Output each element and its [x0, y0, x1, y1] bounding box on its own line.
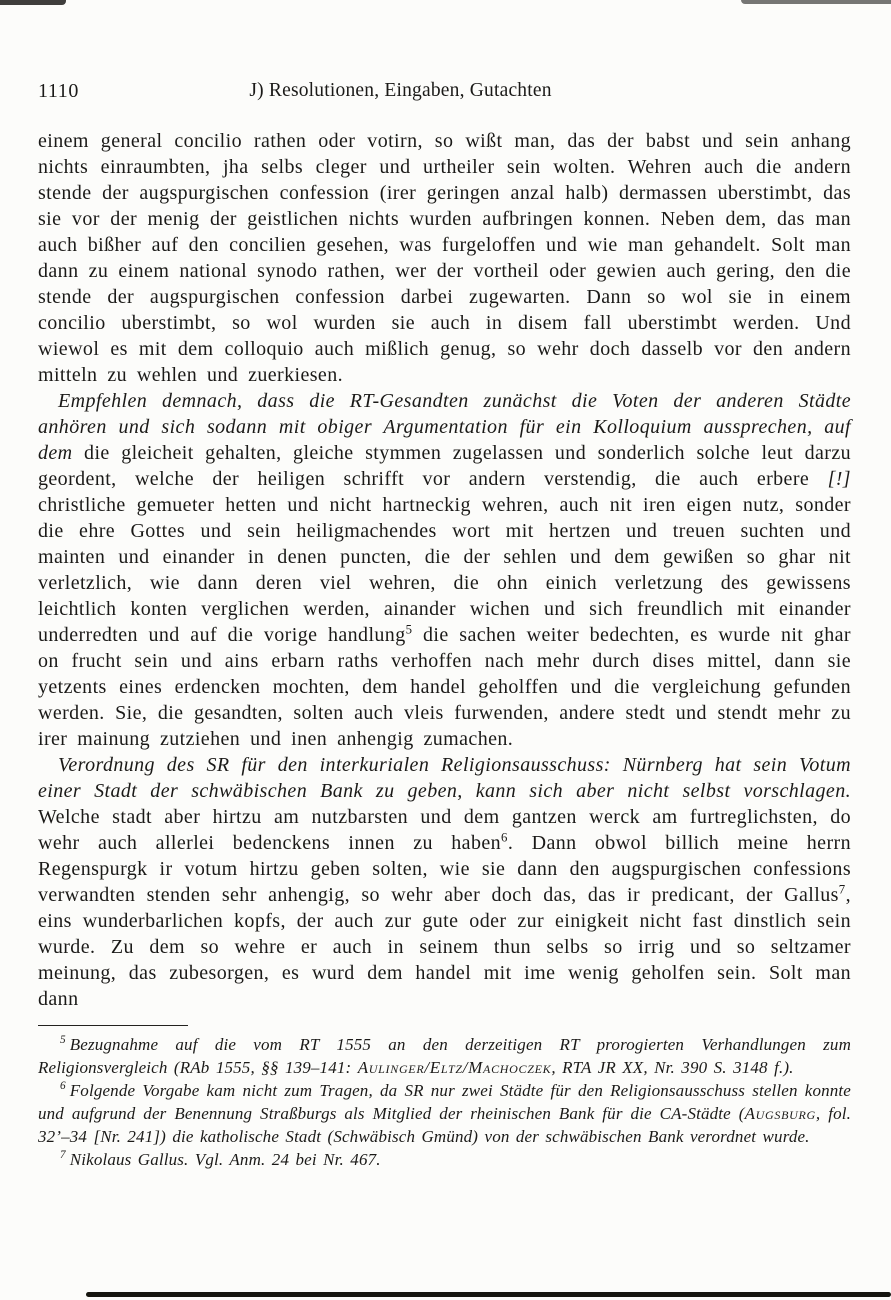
paragraph [38, 128, 851, 388]
footnotes [38, 1033, 851, 1171]
text-run: Empfehlen demnach, dass die RT-Gesandten zunächst die Voten der anderen Städte anhören und sich sodann mit obiger Argumentation für ein Kolloquium aussprechen, auf dem [38, 390, 851, 464]
text-run: . Dann obwol billich meine herrn Regenspurgk ir votum hirtzu geben solten, wie sie dann den augspurgischen confessions verwandten stenden sehr anhengig, so wehr aber doch das, das ir predicant, der Gallus [38, 832, 851, 906]
footnote-separator [38, 1025, 188, 1026]
footnote-marker: 7 [60, 1149, 66, 1162]
text-run: christliche gemueter hetten und nicht hartneckig wehren, auch nit iren eigen nutz, sonder die ehre Gottes und sein heiligmachendes wort mit hertzen und treuen suchten und mainten und einander in denen puncten, die der sehlen und dem gewißen so ghar nit verletzlich, wie dann deren viel wehren, die ohn einich verletzung des gewissens leichtlich konten verglichen werden, ainander wichen und sich freundlich mit einander underredten und auf die vorige handlung [38, 494, 851, 646]
text-run: Verordnung des SR für den interkurialen Religionsausschuss: Nürnberg hat sein Votum einer Stadt der schwäbischen Bank zu geben, kann sich aber nicht selbst vorschlagen. [38, 754, 851, 802]
footnote-ref: 5 [405, 622, 413, 637]
text-run: Welche stadt aber hirtzu am nutzbarsten und dem gantzen werck am furtreglichsten, do wehr auch allerlei bedenckens innen zu haben [38, 806, 851, 854]
text-run: Aulinger/Eltz/Machoczek [357, 1058, 552, 1077]
paragraph [38, 388, 851, 752]
scan-artifact-top-left [0, 0, 66, 5]
text-run: Folgende Vorgabe kam nicht zum Tragen, da SR nur zwei Städte für den Religionsausschuss stellen konnte und aufgrund der Benennung Straßburgs als Mitglied der rheinischen Bank für die CA-Städte ( [38, 1081, 851, 1123]
text-run: Nikolaus Gallus. Vgl. Anm. 24 bei Nr. 467. [69, 1150, 381, 1169]
text-run: , eins wunderbarlichen kopfs, der auch zur gute oder zur einigkeit nicht fast dinstlich sein wurde. Zu dem so wehre er auch in seinem thun selbs so irrig und so seltzamer meinung, das zubesorgen, es wurd dem handel mit ime wenig geholfen sein. Solt man dann [38, 884, 851, 1010]
page-header [38, 80, 851, 106]
text-run: [!] [827, 468, 851, 490]
text-run: , fol. 32’–34 [Nr. 241]) die katholische Stadt (Schwäbisch Gmünd) von der schwäbischen Bank verordnet wurde. [38, 1104, 851, 1146]
text-run: einem general concilio rathen oder votirn, so wißt man, das der babst und sein anhang nichts einraumbten, jha selbs cleger und urtheiler sein wolten. Wehren auch die andern stende der augspurgischen confession (irer geringen anzal halb) dermassen uberstimbt, das sie vor der menig der geistlichen nichts wurden aufbringen konnen. Neben dem, das man auch bißher auf den concilien gesehen, was furgeloffen und wie man gehandelt. Solt man dann zu einem national synodo rathen, wer der vortheil oder gewien auch gering, den die stende der augspurgischen confession darbei zugewarten. Dann so wol sie in einem concilio uberstimbt, so wol wurden sie auch in disem fall uberstimbt werden. Und wiewol es mit dem colloquio auch mißlich genug, so wehr doch dasselb vor den andern mitteln zu wehlen und zuerkiesen. [38, 130, 851, 386]
footnote [38, 1148, 851, 1171]
running-head: J) Resolutionen, Eingaben, Gutachten [249, 80, 552, 101]
scan-artifact-bottom [86, 1292, 891, 1297]
footnote-ref: 6 [501, 830, 508, 845]
page-number: 1110 [38, 80, 79, 102]
paragraph [38, 752, 851, 1012]
footnote-marker: 6 [60, 1080, 66, 1093]
scan-artifact-top-right [741, 0, 891, 4]
text-run: , RTA JR XX, Nr. 390 S. 3148 f.). [551, 1058, 794, 1077]
text-run: Augsburg [744, 1104, 816, 1123]
text-run: die sachen weiter bedechten, es wurde nit ghar on frucht sein und ains erbarn raths verhoffen nach mehr durch dises mittel, dann sie yetzents eines erdencken mochten, dem handel geholffen und die vergleichung gefunden werden. Sie, die gesandten, solten auch vleis furwenden, andere stedt und stendt mehr zu irer mainung zutziehen und inen anhengig zumachen. [38, 624, 851, 750]
text-run: Bezugnahme auf die vom RT 1555 an den derzeitigen RT prorogierten Verhandlungen zum Religionsvergleich (RAb 1555, §§ 139–141: [38, 1035, 851, 1077]
footnote-marker: 5 [60, 1034, 66, 1047]
text-run: die gleicheit gehalten, gleiche stymmen zugelassen und sonderlich solche leut darzu geordent, welche der heiligen schrifft vor andern verstendig, die auch erbere [38, 442, 852, 490]
footnote [38, 1079, 851, 1148]
body-text [38, 128, 851, 1012]
footnote-ref: 7 [838, 882, 846, 897]
footnote [38, 1033, 851, 1079]
